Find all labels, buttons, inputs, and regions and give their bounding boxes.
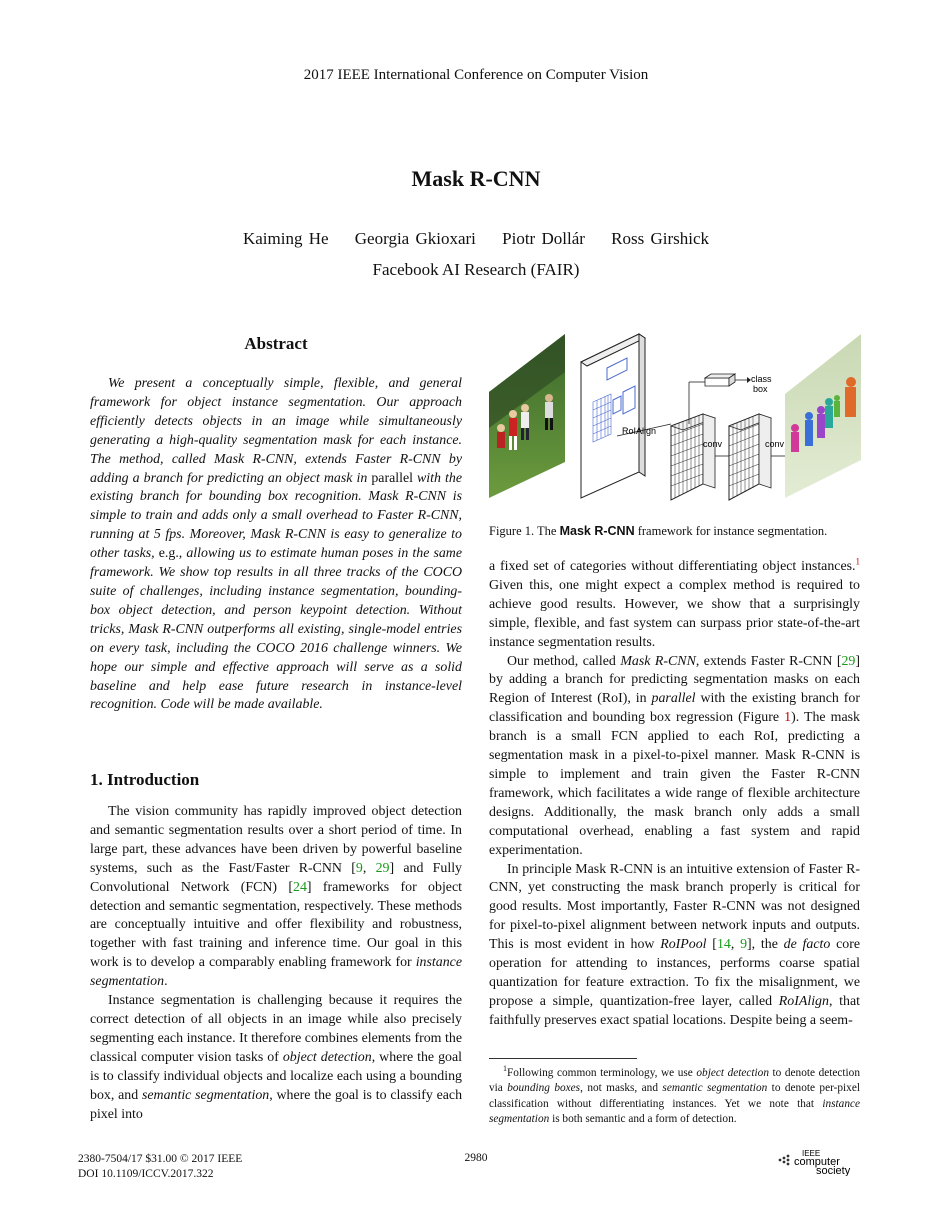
figure-link[interactable]: 1: [784, 710, 792, 726]
introduction-text: [90, 803, 462, 1124]
right-column-text: [489, 558, 860, 1031]
footnote-divider: [489, 1058, 637, 1059]
abstract-heading: Abstract: [244, 334, 308, 353]
conv-block-1: [671, 414, 715, 500]
right-paragraph-2: Our method, called Mask R-CNN, extends Faster R-CNN [29] by adding a branch for predicting segmentation masks on each Region of Interest (RoI), in parallel with the existing branch for classification and bounding box regression (Figure 1). The mask branch is a small FCN applied to each RoI, predicting a segmentation mask in a pixel-to-pixel manner. Mask R-CNN is simple to implement and train given the Faster R-CNN framework, which facilitates a wide range of flexible architecture designs. Additionally, the mask branch only adds a small computational overhead, enabling a fast system and rapid experimentation.: [489, 653, 860, 858]
author-1: Kaiming He: [242, 229, 329, 248]
page-number: 2980: [464, 1152, 488, 1164]
output-image: [785, 334, 861, 498]
logo-line-3: society: [816, 1165, 851, 1176]
citation-link[interactable]: 9: [355, 860, 363, 876]
conv-label-2: conv: [765, 439, 785, 449]
logo-line-1: IEEE: [802, 1149, 821, 1158]
class-label: class: [751, 374, 772, 384]
ieee-computer-society-logo: [776, 1148, 866, 1176]
footnote-link[interactable]: 1: [855, 556, 860, 567]
affiliation: Facebook AI Research (FAIR): [372, 260, 580, 279]
box-label: box: [753, 384, 768, 394]
citation-link[interactable]: 29: [375, 860, 390, 876]
figure-1-diagram: [489, 332, 861, 504]
author-4: Ross Girshick: [611, 229, 710, 248]
roialign-label: RoIAlign: [622, 426, 657, 436]
conv-block-2: [729, 414, 771, 500]
abstract-text: We present a conceptually simple, flexible, and general framework for object instance segmentation. Our approach efficiently detects objects in an image while simultaneously generating a high-quality segmentation mask for each instance. The method, called Mask R-CNN, extends Faster R-CNN by adding a branch for predicting an object mask in parallel with the existing branch for bounding box recognition. Mask R-CNN is simple to train and adds only a small overhead to Faster R-CNN, running at 5 fps. Moreover, Mask R-CNN is easy to generalize to other tasks, e.g., allowing us to estimate human poses in the same framework. We show top results in all three tracks of the COCO suite of challenges, including instance segmentation, bounding-box object detection, and person keypoint detection. Without tricks, Mask R-CNN outperforms all existing, single-model entries on every task, including the COCO 2016 challenge winners. We hope our simple and effective approach will serve as a solid baseline and help ease future research in instance-level recognition. Code will be made available.: [90, 376, 462, 713]
feature-map: [581, 334, 645, 498]
doi: DOI 10.1109/ICCV.2017.322: [78, 1168, 214, 1180]
intro-paragraph-2: Instance segmentation is challenging because it requires the correct detection of all objects in an image while also precisely segmenting each instance. It therefore combines elements from the classical computer vision tasks of object detection, where the goal is to classify individual objects and localize each using a bounding box, and semantic segmentation, where the goal is to classify each pixel into: [90, 993, 463, 1122]
fc-box: [705, 374, 735, 386]
citation-link[interactable]: 29: [841, 653, 856, 669]
logo-icon: [776, 1148, 866, 1176]
conference-header: 2017 IEEE International Conference on Computer Vision: [303, 67, 649, 83]
citation-link[interactable]: 9: [740, 937, 748, 953]
section-heading-introduction: 1. Introduction: [90, 770, 200, 789]
figure-1-caption: Figure 1. The Mask R-CNN framework for instance segmentation.: [489, 524, 828, 538]
citation-link[interactable]: 14: [716, 937, 731, 953]
input-image: [489, 334, 565, 498]
right-paragraph-1: a fixed set of categories without differentiating object instances.$^1$ Given this, one might expect a complex method is required to achieve good results. However, we show that a surprisingly simple, flexible, and fast system can surpass prior state-of-the-art instance segmentation results.: [489, 556, 860, 650]
right-paragraph-3: In principle Mask R-CNN is an intuitive extension of Faster R-CNN, yet constructing the mask branch properly is critical for good results. Most importantly, Faster R-CNN was not designed for pixel-to-pixel alignment between network inputs and outputs. This is most evident in how RoIPool [14, 9], the de facto core operation for attending to instances, performs coarse spatial quantization for feature extraction. To fix the misalignment, we propose a simple, quantization-free layer, called RoIAlign, that faithfully preserves exact spatial locations. Despite being a seem-: [489, 861, 861, 1028]
paper-title: Mask R-CNN: [411, 166, 541, 191]
intro-paragraph-1: The vision community has rapidly improved object detection and semantic segmentation results over a short period of time. In large part, these advances have been driven by powerful baseline systems, such as the Fast/Faster R-CNN [9, 29] and Fully Convolutional Network (FCN) [24] frameworks for object detection and semantic segmentation, respectively. These methods are conceptually intuitive and offer flexibility and robustness, together with fast training and inference time. Our goal in this work is to develop a comparably enabling framework for instance segmentation.: [90, 804, 462, 990]
footnote-1: $^1$Following common terminology, we use object detection to denote detection via bounding boxes, not masks, and semantic segmentation to denote per-pixel classification without differentiating instances. Yet we note that instance segmentation is both semantic and a form of detection.: [489, 1064, 860, 1126]
citation-link[interactable]: 24: [293, 879, 307, 895]
issn-price: 2380-7504/17 $31.00 © 2017 IEEE: [78, 1153, 243, 1165]
author-2: Georgia Gkioxari: [354, 229, 476, 248]
author-3: Piotr Dollár: [502, 229, 585, 248]
logo-line-2: computer: [794, 1156, 840, 1168]
conv-label-1: conv: [703, 439, 723, 449]
author-list: [0, 229, 952, 249]
